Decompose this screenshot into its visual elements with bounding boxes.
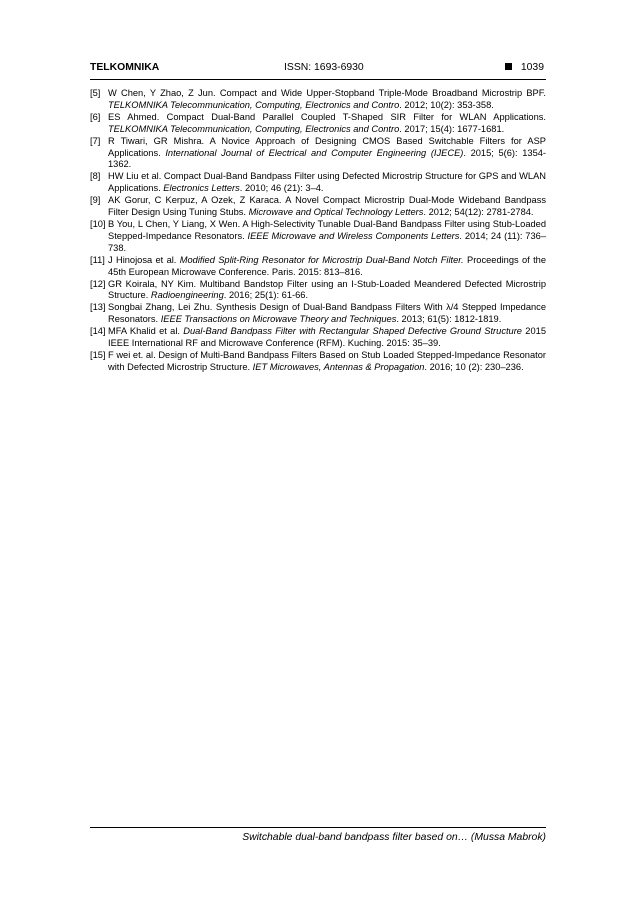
page-header (90, 61, 546, 80)
reference-text: F wei et. al. Design of Multi-Band Bandpass Filters Based on Stub Loaded Stepped-Impedance Resonator with Defected Microstrip Structure. IET Microwaves, Antennas & Propagation. 2016; 10 (2): 230–236. (108, 349, 546, 372)
reference-item (90, 112, 546, 136)
reference-item (90, 171, 546, 195)
reference-title: Dual-Band Bandpass Filter with Rectangular Shaped Defective Ground Structure (183, 326, 522, 337)
reference-text: R Tiwari, GR Mishra. A Novice Approach of Designing CMOS Based Switchable Filters for ASP Applications. International Journal of Electrical and Computer Engineering (IJECE). 2015; 5(6): 1354-1362. (108, 135, 547, 170)
reference-text: J Hinojosa et al. Modified Split-Ring Resonator for Microstrip Dual-Band Notch Filter. Proceedings of the 45th European Microwave Conference. Paris. 2015: 813–816. (108, 254, 547, 277)
reference-text: Songbai Zhang, Lei Zhu. Synthesis Design of Dual-Band Bandpass Filters With λ/4 Stepped Impedance Resonators. IEEE Transactions on Microwave Theory and Techniques. 2013; 61(5): 1812-1819. (108, 302, 546, 325)
reference-venue: IET Microwaves, Antennas & Propagation (252, 361, 425, 372)
reference-number: [7] (90, 135, 101, 146)
reference-number: [10] (90, 218, 106, 229)
reference-number: [6] (90, 111, 101, 122)
reference-text: W Chen, Y Zhao, Z Jun. Compact and Wide Upper-Stopband Triple-Mode Broadband Microstrip BPF. TELKOMNIKA Telecommunication, Computing, Electronics and Contro. 2012; 10(2): 353-358. (108, 88, 546, 110)
page-footer (90, 827, 546, 843)
reference-item (90, 279, 546, 303)
journal-name: TELKOMNIKA (90, 62, 160, 73)
reference-venue: TELKOMNIKA Telecommunication, Computing, Electronics and Contro (108, 123, 400, 134)
reference-text: AK Gorur, C Kerpuz, A Ozek, Z Karaca. A Novel Compact Microstrip Dual-Mode Wideband Bandpass Filter Design Using Tuning Stubs. Microwave and Optical Technology Letters. 2012; 54(12): 2781-2784. (108, 195, 546, 218)
reference-venue: TELKOMNIKA Telecommunication, Computing, Electronics and Contro (108, 99, 400, 110)
reference-number: [15] (90, 349, 106, 360)
reference-number: [5] (90, 88, 101, 98)
reference-venue: IEEE Transactions on Microwave Theory and Techniques (160, 314, 397, 325)
reference-number: [11] (90, 254, 105, 265)
reference-title: Modified Split-Ring Resonator for Microstrip Dual-Band Notch Filter. (179, 254, 464, 265)
reference-item (90, 302, 546, 326)
reference-item (90, 195, 546, 219)
reference-number: [14] (90, 326, 106, 337)
reference-venue: Microwave and Optical Technology Letters (248, 207, 424, 218)
reference-item (90, 326, 546, 350)
reference-item (90, 136, 546, 172)
page-number-block (505, 62, 544, 73)
reference-item (90, 219, 546, 255)
reference-number: [13] (90, 302, 106, 313)
reference-list (90, 88, 546, 374)
reference-number: [9] (90, 195, 101, 206)
reference-text: GR Koirala, NY Kim. Multiband Bandstop Filter using an I-Stub-Loaded Meandered Defected Microstrip Structure. Radioengineering. 2016; 25(1): 61-66. (108, 278, 546, 301)
reference-text: HW Liu et al. Compact Dual-Band Bandpass Filter using Defected Microstrip Structure for GPS and WLAN Applications. Electronics Letters. 2010; 46 (21): 3–4. (108, 171, 546, 194)
reference-item (90, 350, 546, 374)
reference-venue: Radioengineering (150, 290, 224, 301)
reference-number: [12] (90, 278, 106, 289)
issn: ISSN: 1693-6930 (284, 62, 364, 73)
reference-venue: Electronics Letters (163, 183, 240, 194)
square-bullet-icon (505, 63, 512, 70)
reference-text: B You, L Chen, Y Liang, X Wen. A High-Selectivity Tunable Dual-Band Bandpass Filter using Stub-Loaded Stepped-Impedance Resonators. IEEE Microwave and Wireless Components Letters. 2014; 24 (11): 736–738. (108, 218, 546, 253)
reference-text: ES Ahmed. Compact Dual-Band Parallel Coupled T-Shaped SIR Filter for WLAN Applications. TELKOMNIKA Telecommunication, Computing, Electronics and Contro. 2017; 15(4): 1677-1681. (108, 111, 546, 134)
reference-item (90, 88, 546, 112)
reference-text: MFA Khalid et al. Dual-Band Bandpass Filter with Rectangular Shaped Defective Ground Structure 2015 IEEE International RF and Microwave Conference (RFM). Kuching. 2015: 35–39. (108, 326, 546, 349)
running-title: Switchable dual-band bandpass filter based on… (Mussa Mabrok) (242, 832, 546, 843)
reference-venue: IEEE Microwave and Wireless Components Letters (247, 230, 460, 241)
reference-item (90, 255, 546, 279)
reference-number: [8] (90, 171, 101, 182)
page-number: 1039 (520, 62, 544, 73)
reference-venue: International Journal of Electrical and Computer Engineering (IJECE) (165, 147, 464, 158)
